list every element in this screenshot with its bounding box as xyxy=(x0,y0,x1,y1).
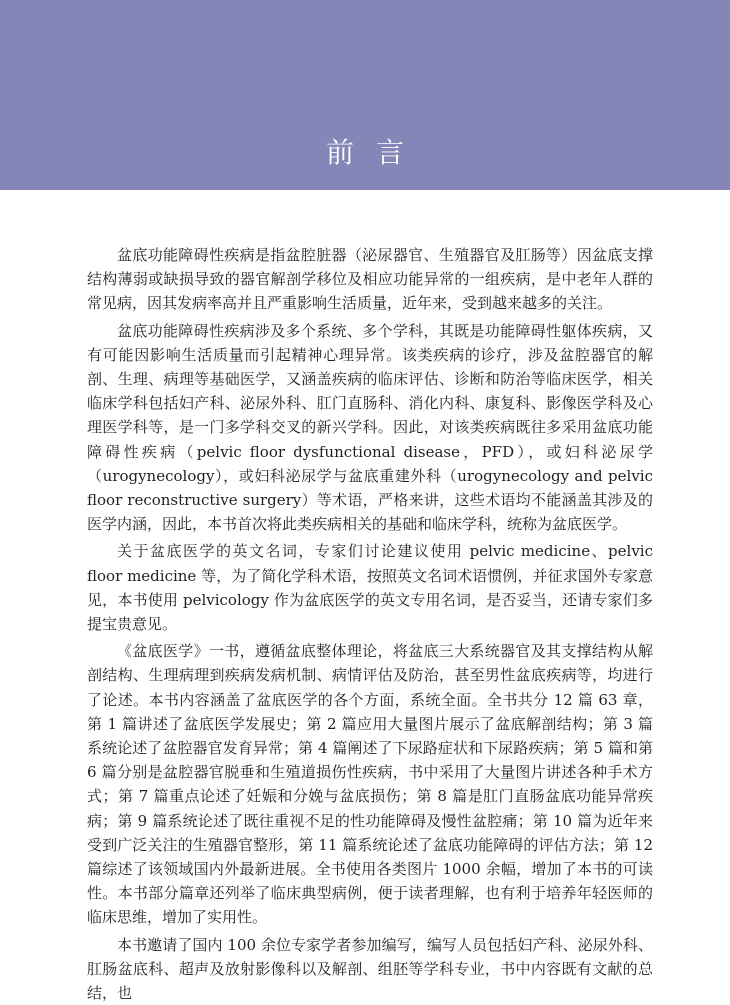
paragraph-2: 盆底功能障碍性疾病涉及多个系统、多个学科，其既是功能障碍性躯体疾病，又有可能因影响生活质量而引起精神心理异常。该类疾病的诊疗，涉及盆腔器官的解剖、生理、病理等基础医学，又涵盖疾病的临床评估、诊断和防治等临床医学，相关临床学科包括妇产科、泌尿外科、肛门直肠科、消化内科、康复科、影像医学科及心理医学科等，是一门多学科交叉的新兴学科。因此，对该类疾病既往多采用盆底功能障碍性疾病（pelvic floor dysfunctional disease，PFD），或妇科泌尿学（urogynecology），或妇科泌尿学与盆底重建外科（urogynecology and pelvic floor reconstructive surgery）等术语，严格来讲，这些术语均不能涵盖其涉及的医学内涵，因此，本书首次将此类疾病相关的基础和临床学科，统称为盆底医学。 xyxy=(87,321,653,534)
paragraph-3: 关于盆底医学的英文名词，专家们讨论建议使用 pelvic medicine、pelvic floor medicine 等，为了简化学科术语，按照英文名词术语惯例，并征求国外专家意见，本书使用 pelvicology 作为盆底医学的英文专用名词，是否妥当，还请专家们多提宝贵意见。 xyxy=(87,542,653,634)
paragraph-4: 《盆底医学》一书，遵循盆底整体理论，将盆底三大系统器官及其支撑结构从解剖结构、生理病理到疾病发病机制、病情评估及防治，甚至男性盆底疾病等，均进行了论述。本书内容涵盖了盆底医学的各个方面，系统全面。全书共分 12 篇 63 章，第 1 篇讲述了盆底医学发展史；第 2 篇应用大量图片展示了盆底解剖结构；第 3 篇系统论述了盆腔器官发育异常；第 4 篇阐述了下尿路症状和下尿路疾病；第 5 篇和第 6 篇分别是盆腔器官脱垂和生殖道损伤性疾病，书中采用了大量图片讲述各种手术方式；第 7 篇重点论述了妊娠和分娩与盆底损伤；第 8 篇是肛门直肠盆底功能异常疾病；第 9 篇系统论述了既往重视不足的性功能障碍及慢性盆腔痛；第 10 篇为近年来受到广泛关注的生殖器官整形，第 11 篇系统论述了盆底功能障碍的评估方法；第 12 篇综述了该领域国内外最新进展。全书使用各类图片 1000 余幅，增加了本书的可读性。本书部分篇章还列举了临床典型病例，便于读者理解，也有利于培养年轻医师的临床思维，增加了实用性。 xyxy=(87,642,653,927)
header-banner xyxy=(0,0,730,190)
paragraph-1: 盆底功能障碍性疾病是指盆腔脏器（泌尿器官、生殖器官及肛肠等）因盆底支撑结构薄弱或缺损导致的器官解剖学移位及相应功能异常的一组疾病，是中老年人群的常见病，因其发病率高并且严重影响生活质量，近年来，受到越来越多的关注。 xyxy=(87,246,653,313)
preface-body xyxy=(87,243,653,1005)
paragraph-5: 本书邀请了国内 100 余位专家学者参加编写，编写人员包括妇产科、泌尿外科、肛肠盆底科、超声及放射影像科以及解剖、组胚等学科专业，书中内容既有文献的总结，也 xyxy=(87,935,653,1003)
page-title: 前言 xyxy=(325,135,426,169)
